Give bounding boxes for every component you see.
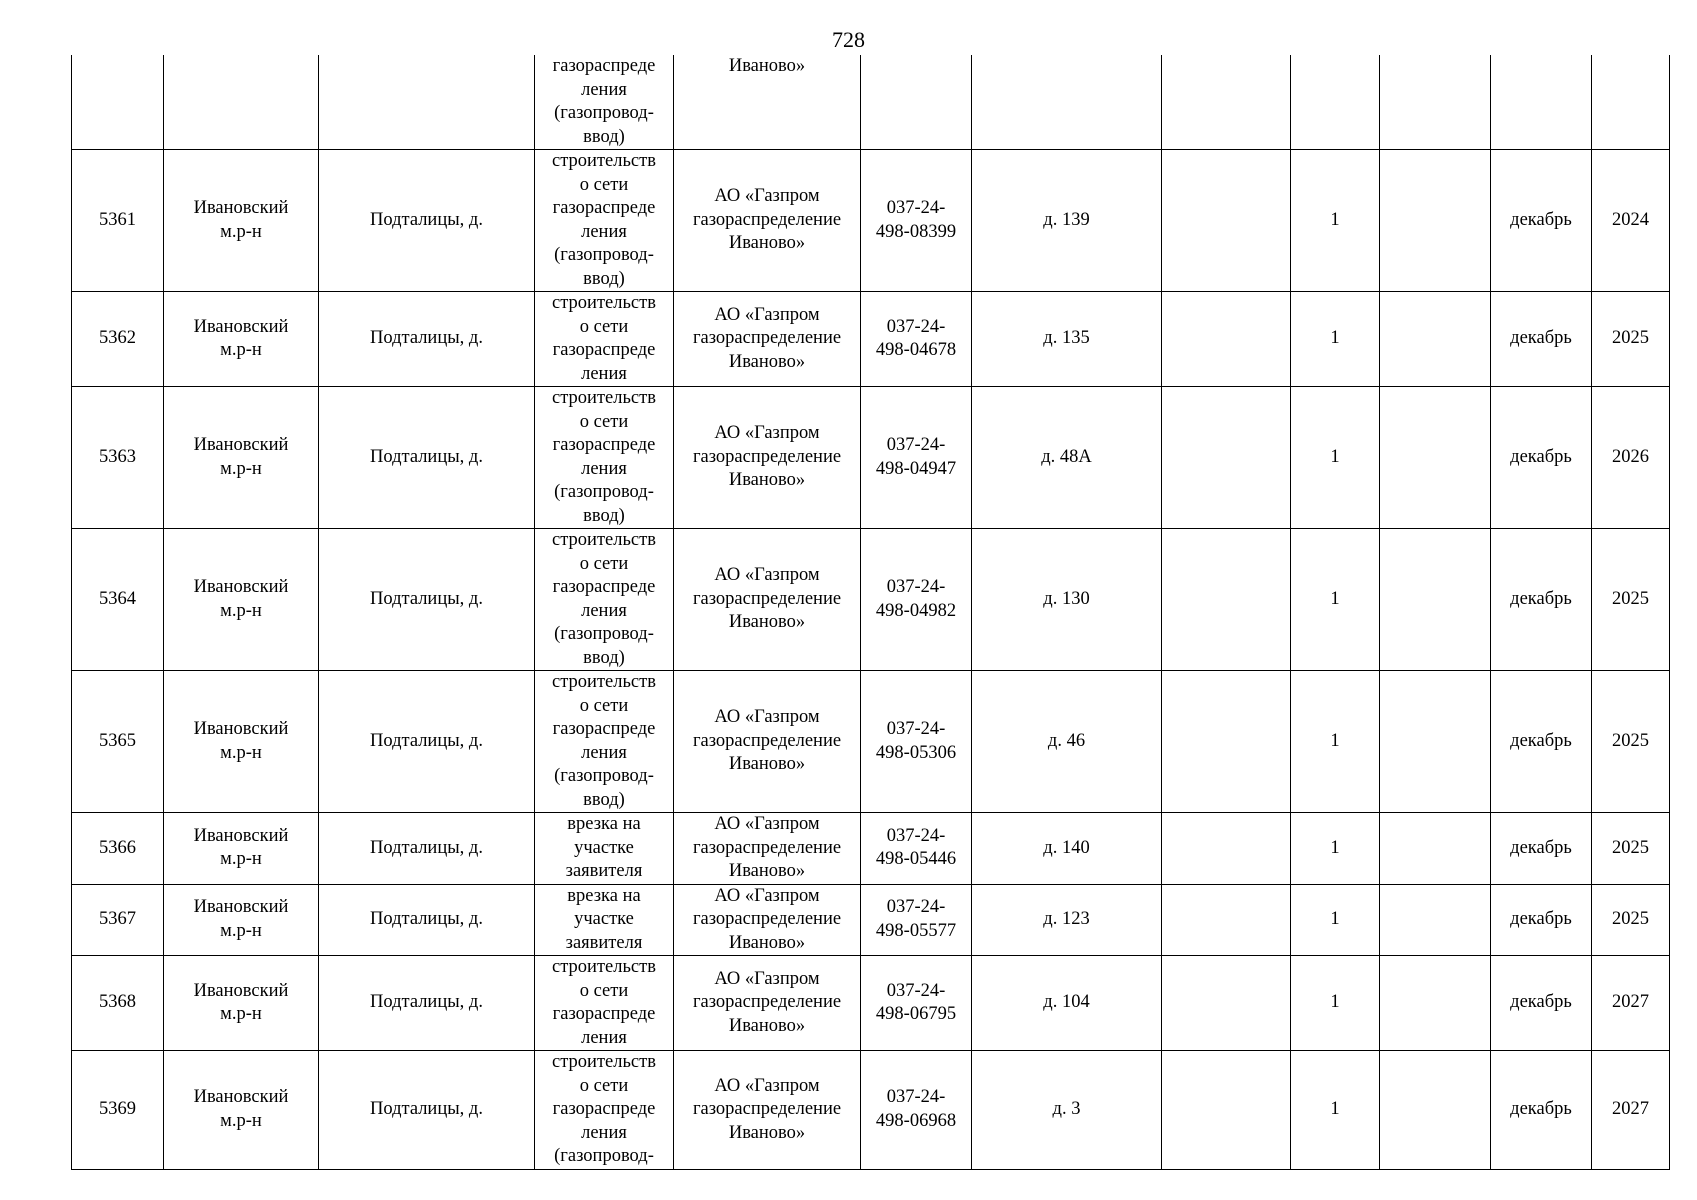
work-line: о сети	[579, 174, 629, 195]
org-line: газораспределение	[692, 588, 842, 609]
cell-house	[972, 529, 1162, 671]
cell-empty	[1380, 150, 1491, 292]
work-line: о сети	[579, 553, 629, 574]
code-line: 498-05577	[875, 920, 957, 941]
month: декабрь	[1510, 730, 1572, 751]
cell-organization	[674, 150, 861, 292]
code-line: 037-24-	[886, 897, 946, 918]
district-line: Ивановский	[193, 825, 289, 846]
month: декабрь	[1510, 446, 1572, 467]
cell-work-type	[535, 884, 674, 956]
district-line: Ивановский	[193, 435, 289, 455]
house-number: д. 135	[1043, 328, 1090, 349]
cell-num	[72, 55, 164, 150]
work-line: газораспреде	[552, 1099, 656, 1119]
year: 2025	[1612, 730, 1649, 751]
org-line: АО «Газпром	[714, 565, 820, 586]
cell-district	[164, 671, 319, 813]
org-line: газораспределение	[692, 730, 842, 751]
work-line: о сети	[579, 1075, 629, 1096]
cell-year	[1592, 529, 1670, 671]
table-row	[72, 387, 1670, 529]
org-line: Иваново»	[728, 754, 806, 775]
table-body	[72, 55, 1670, 1169]
org-line: АО «Газпром	[714, 885, 820, 906]
org-line: Иваново»	[728, 351, 806, 372]
year: 2025	[1612, 909, 1649, 929]
cell-empty	[1380, 1051, 1491, 1170]
cell-month	[1491, 150, 1592, 292]
cell-month	[1491, 387, 1592, 529]
cell-year	[1592, 956, 1670, 1051]
cell-empty	[1162, 387, 1291, 529]
cell-district	[164, 1051, 319, 1170]
cell-empty	[1380, 55, 1491, 150]
table-row	[72, 884, 1670, 956]
cell-organization	[674, 55, 861, 150]
work-line: ввод)	[583, 268, 625, 289]
table-row	[72, 671, 1670, 813]
cell-empty	[1162, 150, 1291, 292]
district-line: Ивановский	[193, 198, 289, 218]
house-number: д. 3	[1052, 1099, 1081, 1119]
cell-house	[972, 671, 1162, 813]
cell-qty	[1291, 55, 1380, 150]
work-line: (газопровод-	[554, 482, 654, 502]
year: 2024	[1612, 209, 1649, 230]
work-line: о сети	[579, 316, 629, 337]
cell-district	[164, 884, 319, 956]
cell-work-type	[535, 671, 674, 813]
year: 2025	[1612, 328, 1649, 349]
code-line: 037-24-	[886, 719, 946, 739]
org-line: Иваново»	[728, 56, 806, 76]
work-line: газораспреде	[552, 719, 656, 739]
cell-num	[72, 884, 164, 956]
work-line: ления	[581, 1027, 627, 1048]
work-line: ления	[581, 1122, 627, 1143]
cell-house	[972, 1051, 1162, 1170]
code-line: 498-06795	[875, 1004, 957, 1024]
work-line: ввод)	[583, 789, 625, 810]
cell-district	[164, 956, 319, 1051]
work-line: строительств	[552, 1052, 656, 1072]
row-number: 5366	[99, 837, 136, 858]
cell-year	[1592, 884, 1670, 956]
house-number: д. 139	[1043, 209, 1090, 230]
code-line: 498-04678	[875, 340, 957, 360]
quantity: 1	[1330, 446, 1340, 467]
cell-district	[164, 292, 319, 387]
district-line: Ивановский	[193, 577, 289, 597]
district-line: Ивановский	[193, 980, 289, 1001]
cell-year	[1592, 813, 1670, 885]
org-line: Иваново»	[728, 1015, 806, 1036]
cell-work-type	[535, 150, 674, 292]
cell-empty	[1162, 55, 1291, 150]
cell-organization	[674, 1051, 861, 1170]
row-number: 5364	[99, 588, 136, 609]
org-line: Иваново»	[728, 612, 806, 633]
cell-empty	[1162, 292, 1291, 387]
org-line: Иваново»	[728, 932, 806, 953]
work-line: газораспреде	[552, 340, 656, 360]
month: декабрь	[1510, 992, 1572, 1013]
month: декабрь	[1510, 209, 1572, 230]
quantity: 1	[1330, 1099, 1340, 1119]
house-number: д. 140	[1043, 837, 1090, 858]
cell-qty	[1291, 813, 1380, 885]
cell-empty	[1380, 387, 1491, 529]
house-number: д. 123	[1043, 909, 1090, 929]
cell-qty	[1291, 884, 1380, 956]
cell-locality	[319, 55, 535, 150]
cell-organization	[674, 671, 861, 813]
org-line: газораспределение	[692, 1099, 842, 1119]
cell-qty	[1291, 956, 1380, 1051]
cell-year	[1592, 55, 1670, 150]
cell-locality	[319, 1051, 535, 1170]
cell-house	[972, 956, 1162, 1051]
table-row	[72, 150, 1670, 292]
work-line: врезка на	[567, 814, 641, 834]
work-line: газораспреде	[552, 435, 656, 455]
work-line: строительств	[552, 530, 656, 550]
cell-empty	[1162, 956, 1291, 1051]
code-line: 498-06968	[875, 1110, 957, 1131]
locality: Подталицы, д.	[370, 446, 483, 467]
table-row	[72, 956, 1670, 1051]
cell-qty	[1291, 1051, 1380, 1170]
cell-empty	[1162, 884, 1291, 956]
cell-house	[972, 55, 1162, 150]
cell-code	[861, 956, 972, 1051]
code-line: 037-24-	[886, 577, 946, 597]
code-line: 037-24-	[886, 980, 946, 1001]
org-line: Иваново»	[728, 861, 806, 881]
district-line: м.р-н	[220, 920, 262, 941]
cell-num	[72, 813, 164, 885]
house-number: д. 104	[1043, 992, 1090, 1013]
cell-year	[1592, 671, 1670, 813]
work-line: строительств	[552, 388, 656, 408]
cell-code	[861, 150, 972, 292]
work-line: газораспреде	[552, 577, 656, 597]
work-line: заявителя	[565, 932, 643, 953]
cell-code	[861, 387, 972, 529]
locality: Подталицы, д.	[370, 588, 483, 609]
org-line: Иваново»	[728, 470, 806, 491]
row-number: 5361	[99, 209, 136, 230]
cell-num	[72, 529, 164, 671]
cell-month	[1491, 292, 1592, 387]
work-line: (газопровод-	[554, 1146, 654, 1166]
cell-empty	[1162, 529, 1291, 671]
work-line: о сети	[579, 695, 629, 716]
cell-district	[164, 529, 319, 671]
month: декабрь	[1510, 837, 1572, 858]
cell-empty	[1380, 956, 1491, 1051]
district-line: м.р-н	[220, 340, 262, 360]
locality: Подталицы, д.	[370, 328, 483, 349]
month: декабрь	[1510, 1099, 1572, 1119]
year: 2027	[1612, 1099, 1649, 1119]
work-line: (газопровод-	[554, 766, 654, 786]
district-line: м.р-н	[220, 600, 262, 621]
cell-house	[972, 150, 1162, 292]
org-line: АО «Газпром	[714, 423, 820, 444]
cell-locality	[319, 671, 535, 813]
month: декабрь	[1510, 909, 1572, 929]
quantity: 1	[1330, 730, 1340, 751]
work-line: ления	[581, 458, 627, 479]
row-number: 5368	[99, 992, 136, 1013]
cell-organization	[674, 529, 861, 671]
org-line: АО «Газпром	[714, 707, 820, 728]
quantity: 1	[1330, 328, 1340, 349]
year: 2026	[1612, 446, 1649, 467]
row-number: 5367	[99, 909, 136, 929]
work-line: (газопровод-	[554, 245, 654, 265]
cell-locality	[319, 387, 535, 529]
cell-month	[1491, 1051, 1592, 1170]
cell-qty	[1291, 292, 1380, 387]
org-line: газораспределение	[692, 909, 842, 929]
cell-locality	[319, 150, 535, 292]
quantity: 1	[1330, 209, 1340, 230]
table-row	[72, 529, 1670, 671]
work-line: ления	[581, 221, 627, 242]
code-line: 498-08399	[875, 221, 957, 242]
cell-empty	[1380, 813, 1491, 885]
cell-num	[72, 956, 164, 1051]
cell-qty	[1291, 671, 1380, 813]
year: 2025	[1612, 837, 1649, 858]
quantity: 1	[1330, 909, 1340, 929]
district-line: Ивановский	[193, 1087, 289, 1108]
row-number: 5362	[99, 328, 136, 349]
cell-district	[164, 55, 319, 150]
cell-code	[861, 813, 972, 885]
org-line: Иваново»	[728, 233, 806, 254]
work-line: ления	[581, 363, 627, 384]
quantity: 1	[1330, 992, 1340, 1013]
work-line: строительств	[552, 293, 656, 313]
cell-work-type	[535, 387, 674, 529]
work-line: ления	[581, 600, 627, 621]
code-line: 498-05446	[875, 849, 957, 870]
cell-month	[1491, 884, 1592, 956]
work-line: заявителя	[565, 861, 643, 881]
org-line: АО «Газпром	[714, 186, 820, 207]
month: декабрь	[1510, 328, 1572, 349]
cell-organization	[674, 956, 861, 1051]
row-number: 5363	[99, 446, 136, 467]
work-line: (газопровод-	[554, 624, 654, 644]
cell-num	[72, 1051, 164, 1170]
cell-code	[861, 884, 972, 956]
org-line: газораспределение	[692, 446, 842, 467]
locality: Подталицы, д.	[370, 837, 483, 858]
table-row	[72, 813, 1670, 885]
work-line: газораспреде	[552, 1004, 656, 1024]
locality: Подталицы, д.	[370, 992, 483, 1013]
cell-code	[861, 529, 972, 671]
cell-num	[72, 292, 164, 387]
year: 2027	[1612, 992, 1649, 1013]
quantity: 1	[1330, 837, 1340, 858]
work-line: о сети	[579, 411, 629, 432]
locality: Подталицы, д.	[370, 1099, 483, 1119]
cell-organization	[674, 884, 861, 956]
work-line: ления	[581, 79, 627, 100]
cell-locality	[319, 292, 535, 387]
quantity: 1	[1330, 588, 1340, 609]
work-line: участке	[574, 837, 634, 858]
cell-locality	[319, 529, 535, 671]
district-line: м.р-н	[220, 221, 262, 242]
cell-house	[972, 884, 1162, 956]
cell-house	[972, 292, 1162, 387]
cell-num	[72, 671, 164, 813]
cell-district	[164, 813, 319, 885]
work-line: о сети	[579, 980, 629, 1001]
cell-year	[1592, 1051, 1670, 1170]
year: 2025	[1612, 588, 1649, 609]
cell-district	[164, 150, 319, 292]
cell-empty	[1380, 529, 1491, 671]
district-line: Ивановский	[193, 719, 289, 739]
cell-month	[1491, 813, 1592, 885]
house-number: д. 46	[1047, 730, 1086, 751]
district-line: м.р-н	[220, 458, 262, 479]
cell-work-type	[535, 956, 674, 1051]
house-number: д. 130	[1043, 588, 1090, 609]
work-line: строительств	[552, 957, 656, 977]
cell-empty	[1380, 884, 1491, 956]
cell-empty	[1380, 292, 1491, 387]
cell-house	[972, 813, 1162, 885]
cell-locality	[319, 884, 535, 956]
cell-code	[861, 55, 972, 150]
table-row	[72, 1051, 1670, 1170]
work-line: врезка на	[567, 885, 641, 906]
code-line: 498-04982	[875, 600, 957, 621]
cell-district	[164, 387, 319, 529]
locality: Подталицы, д.	[370, 730, 483, 751]
cell-code	[861, 671, 972, 813]
org-line: газораспределение	[692, 328, 842, 349]
code-line: 037-24-	[886, 825, 946, 846]
work-line: ления	[581, 742, 627, 763]
locality: Подталицы, д.	[370, 909, 483, 929]
org-line: АО «Газпром	[714, 814, 820, 834]
district-line: Ивановский	[193, 316, 289, 337]
code-line: 498-05306	[875, 742, 957, 763]
code-line: 037-24-	[886, 316, 946, 337]
work-line: строительств	[552, 151, 656, 171]
locality: Подталицы, д.	[370, 209, 483, 230]
cell-organization	[674, 813, 861, 885]
cell-code	[861, 1051, 972, 1170]
cell-month	[1491, 671, 1592, 813]
cell-work-type	[535, 813, 674, 885]
work-line: (газопровод-	[554, 103, 654, 123]
work-line: ввод)	[583, 647, 625, 668]
cell-month	[1491, 55, 1592, 150]
cell-locality	[319, 956, 535, 1051]
district-line: м.р-н	[220, 1004, 262, 1024]
work-line: ввод)	[583, 126, 625, 147]
cell-code	[861, 292, 972, 387]
house-number: д. 48А	[1041, 446, 1092, 467]
cell-work-type	[535, 529, 674, 671]
cell-qty	[1291, 529, 1380, 671]
cell-work-type	[535, 292, 674, 387]
org-line: АО «Газпром	[714, 304, 820, 325]
page-number: 728	[832, 27, 865, 52]
cell-work-type	[535, 1051, 674, 1170]
cell-year	[1592, 150, 1670, 292]
row-number: 5365	[99, 730, 136, 751]
work-line: газораспреде	[552, 198, 656, 218]
cell-num	[72, 150, 164, 292]
cell-year	[1592, 292, 1670, 387]
work-line: строительств	[552, 672, 656, 692]
cell-qty	[1291, 150, 1380, 292]
work-line: газораспреде	[552, 56, 656, 76]
code-line: 498-04947	[875, 458, 957, 479]
org-line: газораспределение	[692, 992, 842, 1013]
code-line: 037-24-	[886, 198, 946, 218]
cell-work-type	[535, 55, 674, 150]
cell-month	[1491, 529, 1592, 671]
work-line: участке	[574, 909, 634, 929]
code-line: 037-24-	[886, 435, 946, 455]
district-line: Ивановский	[193, 897, 289, 918]
org-line: Иваново»	[728, 1122, 806, 1143]
cell-organization	[674, 292, 861, 387]
district-line: м.р-н	[220, 1110, 262, 1131]
org-line: газораспределение	[692, 837, 842, 858]
month: декабрь	[1510, 588, 1572, 609]
code-line: 037-24-	[886, 1087, 946, 1108]
cell-qty	[1291, 387, 1380, 529]
cell-empty	[1162, 671, 1291, 813]
district-line: м.р-н	[220, 742, 262, 763]
org-line: АО «Газпром	[714, 1075, 820, 1096]
row-number: 5369	[99, 1099, 136, 1119]
org-line: газораспределение	[692, 209, 842, 230]
cell-empty	[1380, 671, 1491, 813]
table-row	[72, 292, 1670, 387]
cell-month	[1491, 956, 1592, 1051]
cell-num	[72, 387, 164, 529]
table-row-continued	[72, 55, 1670, 150]
data-table	[71, 55, 1670, 1170]
cell-empty	[1162, 1051, 1291, 1170]
work-line: ввод)	[583, 505, 625, 526]
district-line: м.р-н	[220, 849, 262, 870]
cell-locality	[319, 813, 535, 885]
org-line: АО «Газпром	[714, 968, 820, 989]
cell-year	[1592, 387, 1670, 529]
cell-empty	[1162, 813, 1291, 885]
cell-house	[972, 387, 1162, 529]
cell-organization	[674, 387, 861, 529]
